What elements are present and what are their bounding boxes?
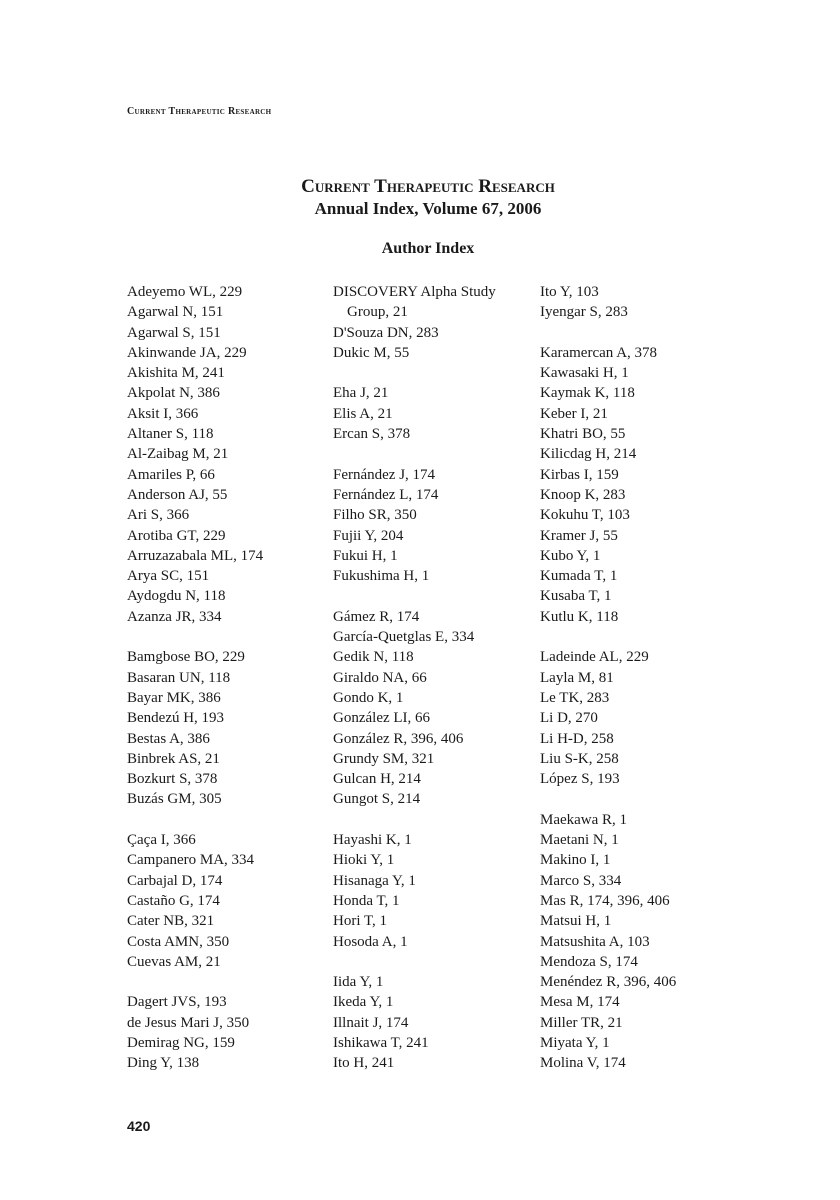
author-entry: Mendoza S, 174: [540, 953, 638, 970]
author-entry: Kawasaki H, 1: [540, 365, 629, 382]
author-entry: Gungot S, 214: [333, 791, 421, 808]
author-entry: Dagert JVS, 193: [127, 994, 227, 1011]
author-entry: Cater NB, 321: [127, 913, 215, 930]
author-entry: Carbajal D, 174: [127, 872, 223, 889]
author-entry: Çaça I, 366: [127, 832, 196, 849]
letter-group-gap: [540, 789, 676, 809]
author-entry: Ercan S, 378: [333, 426, 411, 443]
author-entry: Anderson AJ, 55: [127, 486, 228, 503]
author-entry: Mas R, 174, 396, 406: [540, 892, 670, 909]
author-entry: Miyata Y, 1: [540, 1034, 610, 1051]
author-entry: Hisanaga Y, 1: [333, 872, 416, 889]
author-entry: Khatri BO, 55: [540, 426, 626, 443]
author-entry: Dukic M, 55: [333, 344, 410, 361]
letter-group-gap: [540, 627, 676, 647]
author-entry: Cuevas AM, 21: [127, 953, 221, 970]
author-entry: Agarwal N, 151: [127, 304, 224, 321]
author-entry: D'Souza DN, 283: [333, 324, 439, 341]
author-entry: Keber I, 21: [540, 405, 608, 422]
author-entry: Matsushita A, 103: [540, 933, 650, 950]
author-entry: Bayar MK, 386: [127, 689, 221, 706]
author-entry: González R, 396, 406: [333, 730, 464, 747]
author-entry: Fernández L, 174: [333, 486, 439, 503]
author-entry: Altaner S, 118: [127, 426, 214, 443]
author-entry: Makino I, 1: [540, 852, 611, 869]
author-entry: Gámez R, 174: [333, 608, 420, 625]
author-entry: Menéndez R, 396, 406: [540, 974, 677, 991]
author-entry: Al-Zaibag M, 21: [127, 446, 229, 463]
author-entry: Gulcan H, 214: [333, 771, 421, 788]
letter-group-gap: [127, 810, 263, 830]
author-entry: Ishikawa T, 241: [333, 1034, 429, 1051]
letter-group-gap: [333, 363, 496, 383]
author-entry: Filho SR, 350: [333, 507, 417, 524]
author-entry: Akinwande JA, 229: [127, 344, 247, 361]
page-number: 420: [127, 1118, 151, 1134]
author-entry: DISCOVERY Alpha Study: [333, 284, 496, 300]
author-entry: de Jesus Mari J, 350: [127, 1014, 250, 1031]
author-entry: Ding Y, 138: [127, 1055, 200, 1072]
letter-group-gap: [127, 627, 263, 647]
author-entry: Kumada T, 1: [540, 568, 618, 585]
author-entry: Gedik N, 118: [333, 649, 414, 666]
author-entry: Castaño G, 174: [127, 892, 220, 909]
section-title: Author Index: [381, 240, 475, 257]
author-entry: Campanero MA, 334: [127, 852, 255, 869]
author-entry: Bozkurt S, 378: [127, 771, 218, 788]
author-entry: Costa AMN, 350: [127, 933, 230, 950]
author-entry: Kutlu K, 118: [540, 608, 619, 625]
letter-group-gap: [127, 972, 263, 992]
letter-group-gap: [540, 323, 676, 343]
author-entry: Kirbas I, 159: [540, 466, 619, 483]
author-entry: Honda T, 1: [333, 892, 400, 909]
author-entry: Eha J, 21: [333, 385, 389, 402]
author-entry: Ari S, 366: [127, 507, 190, 524]
author-entry: Azanza JR, 334: [127, 608, 222, 625]
author-entry: López S, 193: [540, 771, 620, 788]
author-entry: Agarwal S, 151: [127, 324, 221, 341]
author-entry: Marco S, 334: [540, 872, 622, 889]
author-entry: Bestas A, 386: [127, 730, 210, 747]
author-entry: Hioki Y, 1: [333, 852, 395, 869]
author-entry: Hayashi K, 1: [333, 832, 412, 849]
running-head: Current Therapeutic Research: [127, 106, 272, 117]
author-entry: Liu S-K, 258: [540, 750, 619, 767]
author-entry: Kaymak K, 118: [540, 385, 635, 402]
author-entry: Bendezú H, 193: [127, 710, 225, 727]
author-entry: Kilicdag H, 214: [540, 446, 637, 463]
author-entry: Arruzazabala ML, 174: [127, 547, 264, 564]
author-entry: González LI, 66: [333, 710, 431, 727]
author-entry: Li H-D, 258: [540, 730, 614, 747]
author-entry: Ikeda Y, 1: [333, 994, 394, 1011]
author-entry: Fujii Y, 204: [333, 527, 404, 544]
letter-group-gap: [333, 952, 496, 972]
author-entry: Mesa M, 174: [540, 994, 620, 1011]
author-column-1: [127, 282, 263, 1074]
author-entry: Iyengar S, 283: [540, 304, 628, 321]
author-entry: García-Quetglas E, 334: [333, 629, 475, 646]
author-entry: Group, 21: [347, 304, 408, 321]
author-entry: Maetani N, 1: [540, 832, 619, 849]
author-entry: Hori T, 1: [333, 913, 388, 930]
author-entry: Binbrek AS, 21: [127, 750, 220, 767]
author-entry: Illnait J, 174: [333, 1014, 409, 1031]
author-entry: Hosoda A, 1: [333, 933, 408, 950]
author-entry: Fernández J, 174: [333, 466, 436, 483]
author-entry: Kusaba T, 1: [540, 588, 612, 605]
author-entry: Bamgbose BO, 229: [127, 649, 245, 666]
author-entry: Fukushima H, 1: [333, 568, 430, 585]
letter-group-gap: [333, 586, 496, 606]
author-entry: Ladeinde AL, 229: [540, 649, 649, 666]
letter-group-gap: [333, 810, 496, 830]
author-entry: Iida Y, 1: [333, 974, 384, 991]
author-entry: Kokuhu T, 103: [540, 507, 630, 524]
author-entry: Buzás GM, 305: [127, 791, 222, 808]
author-entry: Ito H, 241: [333, 1055, 395, 1072]
author-entry: Matsui H, 1: [540, 913, 612, 930]
author-entry: Miller TR, 21: [540, 1014, 623, 1031]
author-entry: Kubo Y, 1: [540, 547, 601, 564]
author-entry: Arya SC, 151: [127, 568, 210, 585]
author-entry: Giraldo NA, 66: [333, 669, 427, 686]
author-entry: Amariles P, 66: [127, 466, 215, 483]
author-entry: Akishita M, 241: [127, 365, 225, 382]
author-entry: Maekawa R, 1: [540, 811, 628, 828]
author-entry: Karamercan A, 378: [540, 344, 658, 361]
author-entry: Fukui H, 1: [333, 547, 398, 564]
author-entry: Arotiba GT, 229: [127, 527, 226, 544]
author-entry: Grundy SM, 321: [333, 750, 435, 767]
journal-title: Current Therapeutic Research: [301, 176, 555, 197]
author-entry: Demirag NG, 159: [127, 1034, 235, 1051]
volume-title: Annual Index, Volume 67, 2006: [314, 199, 542, 218]
author-entry: Adeyemo WL, 229: [127, 284, 243, 300]
author-entry: Le TK, 283: [540, 689, 610, 706]
author-entry: Kramer J, 55: [540, 527, 618, 544]
author-column-3: [540, 282, 676, 1074]
author-entry: Gondo K, 1: [333, 689, 404, 706]
author-entry: Knoop K, 283: [540, 486, 626, 503]
author-entry: Li D, 270: [540, 710, 598, 727]
author-column-2: [333, 282, 496, 1074]
letter-group-gap: [333, 444, 496, 464]
author-entry: Aydogdu N, 118: [127, 588, 226, 605]
author-entry: Basaran UN, 118: [127, 669, 231, 686]
author-entry: Ito Y, 103: [540, 284, 599, 300]
author-entry: Akpolat N, 386: [127, 385, 220, 402]
author-entry: Molina V, 174: [540, 1055, 626, 1072]
author-entry: Layla M, 81: [540, 669, 614, 686]
author-entry: Aksit I, 366: [127, 405, 199, 422]
author-entry: Elis A, 21: [333, 405, 393, 422]
